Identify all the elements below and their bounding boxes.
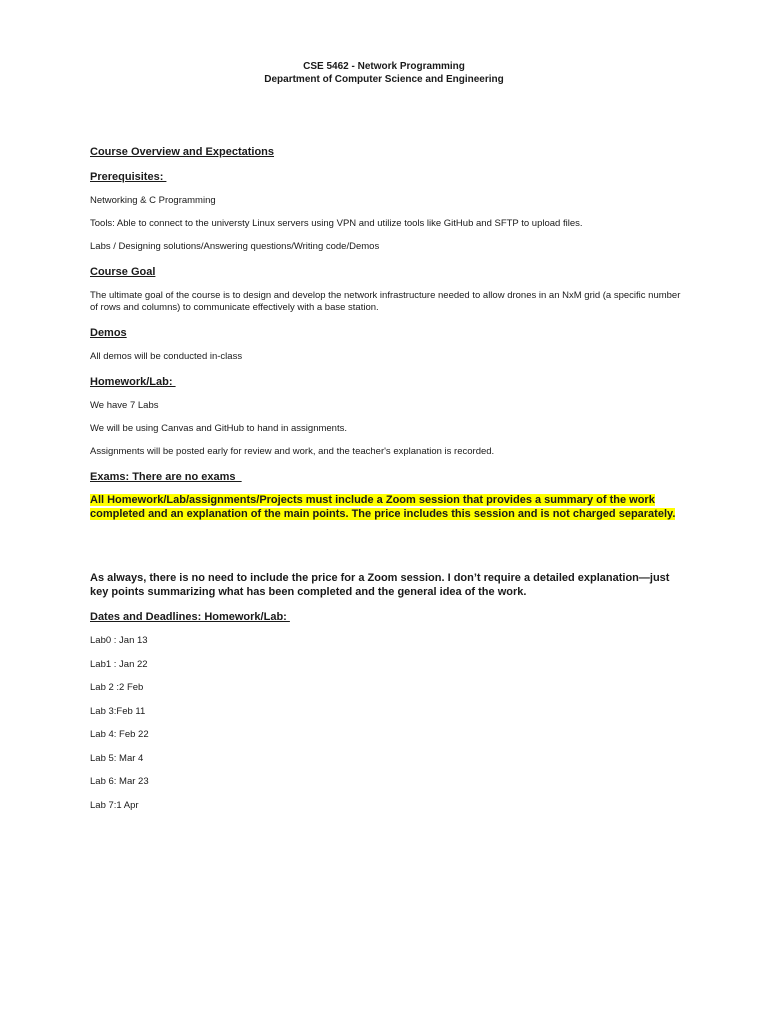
homework-item: Assignments will be posted early for review and work, and the teacher's explanation is recorded. — [90, 446, 495, 457]
highlighted-text: All Homework/Lab/assignments/Projects must include a Zoom session that provides a summary of the work completed and an explanation of the main points. The price includes this session and is not charged separately. — [90, 494, 676, 520]
course-goal-heading: Course Goal — [90, 266, 156, 278]
prereq-item: Labs / Designing solutions/Answering questions/Writing code/Demos — [90, 241, 380, 252]
homework-item: We have 7 Labs — [90, 400, 159, 411]
department-title: Department of Computer Science and Engineering — [264, 74, 504, 85]
deadline-item: Lab0 : Jan 13 — [90, 635, 148, 646]
homework-heading: Homework/Lab: — [90, 376, 176, 388]
course-title: CSE 5462 - Network Programming — [303, 61, 465, 72]
deadline-item: Lab 2 :2 Feb — [90, 682, 144, 693]
deadline-item: Lab 7:1 Apr — [90, 800, 139, 811]
demos-heading: Demos — [90, 327, 127, 339]
deadline-item: Lab 3:Feb 11 — [90, 706, 146, 717]
prereq-item: Networking & C Programming — [90, 195, 216, 206]
document-header — [0, 60, 768, 86]
zoom-highlight-notice — [90, 494, 680, 521]
course-goal-text: The ultimate goal of the course is to design and develop the network infrastructure needed to allow drones in an NxM grid (a specific number of rows and columns) to communicate effectively with a base station. — [90, 290, 681, 313]
deadline-item: Lab 4: Feb 22 — [90, 729, 149, 740]
deadline-item: Lab 5: Mar 4 — [90, 753, 144, 764]
prerequisites-heading: Prerequisites: — [90, 171, 167, 183]
overview-heading: Course Overview and Expectations — [90, 146, 275, 158]
prereq-item: Tools: Able to connect to the universty Linux servers using VPN and utilize tools like GitHub and SFTP to upload files. — [90, 218, 583, 229]
dates-heading: Dates and Deadlines: Homework/Lab: — [90, 611, 290, 623]
exams-heading: Exams: There are no exams — [90, 471, 242, 483]
zoom-price-note: As always, there is no need to include the price for a Zoom session. I don’t require a detailed explanation—just key points summarizing what has been completed and the general idea of the work. — [90, 572, 670, 598]
homework-item: We will be using Canvas and GitHub to hand in assignments. — [90, 423, 347, 434]
deadline-item: Lab1 : Jan 22 — [90, 659, 148, 670]
demos-text: All demos will be conducted in-class — [90, 351, 243, 362]
deadline-item: Lab 6: Mar 23 — [90, 776, 149, 787]
